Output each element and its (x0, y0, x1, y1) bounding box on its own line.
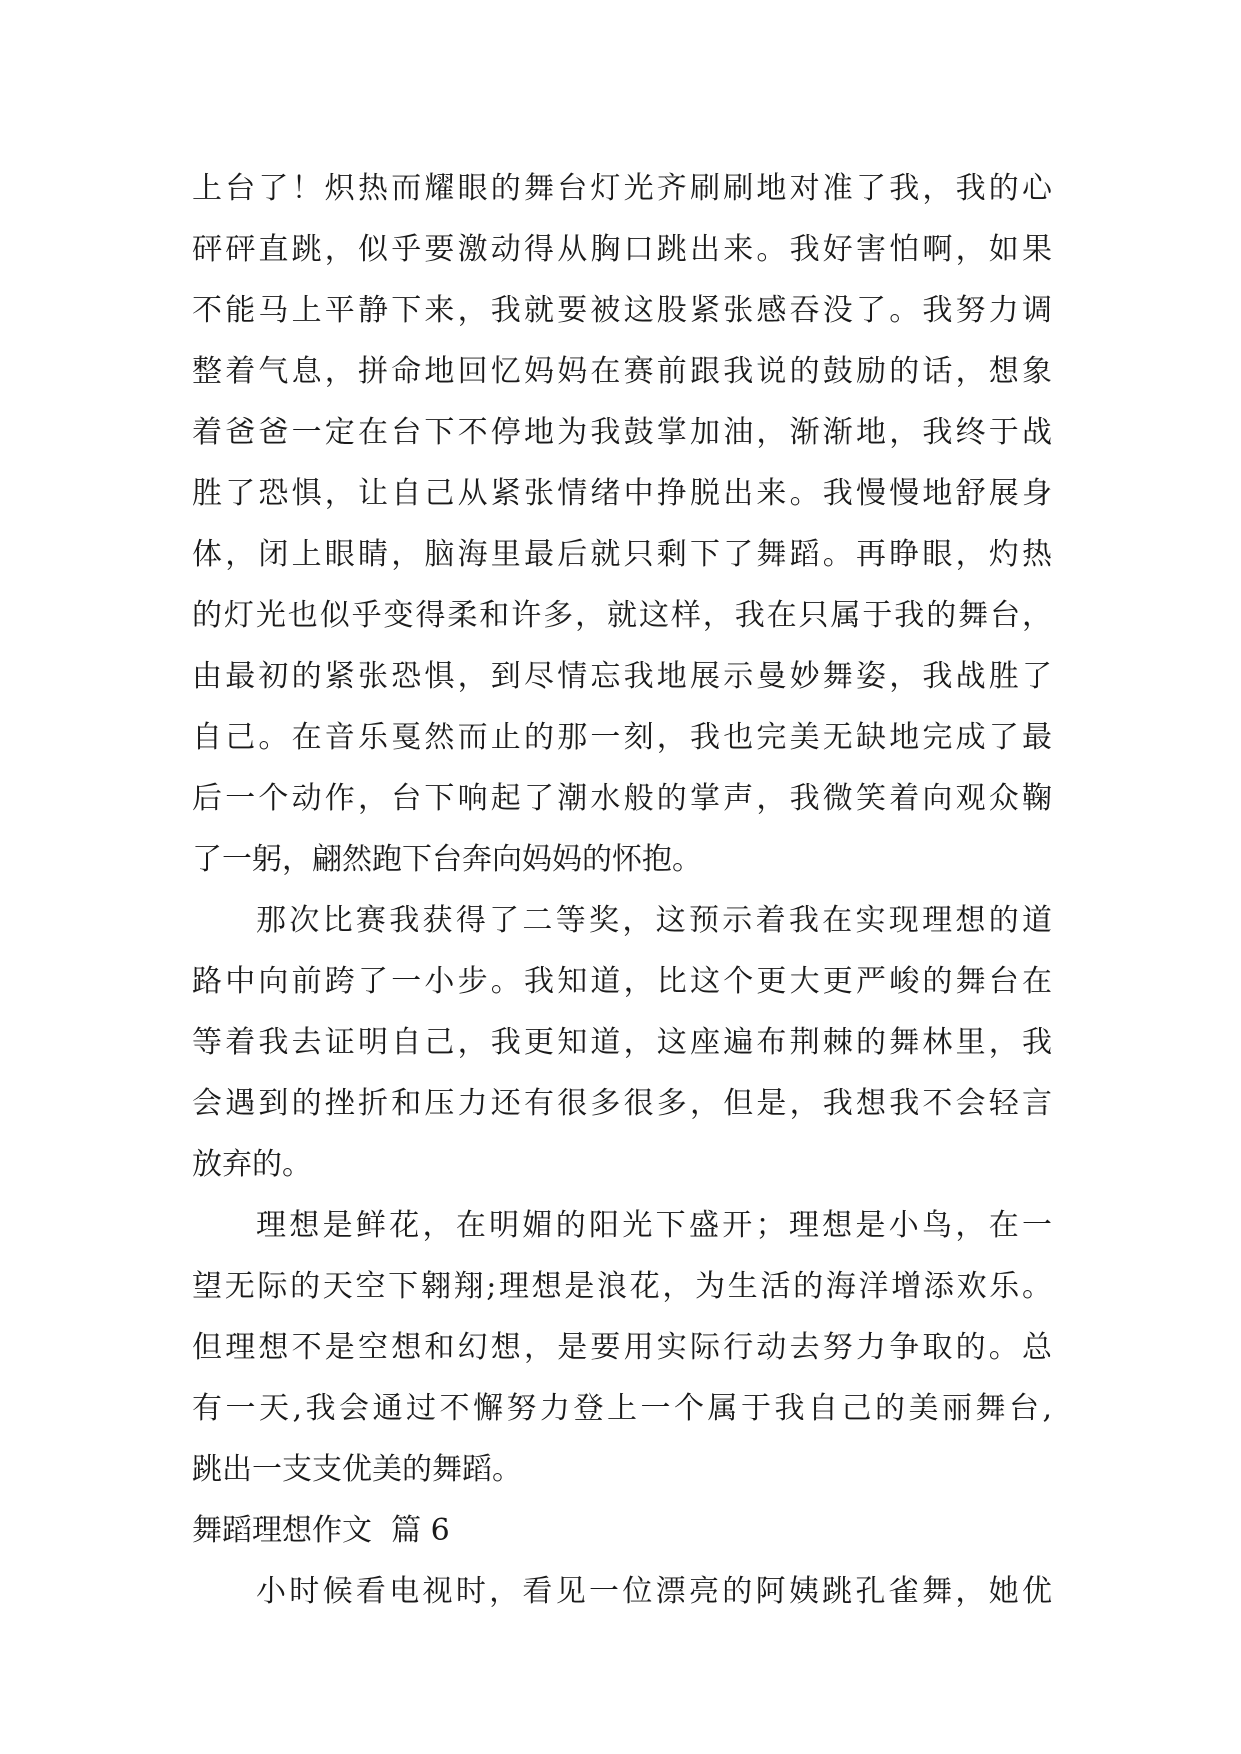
text-line: 等着我去证明自己，我更知道，这座遍布荆棘的舞林里，我 (192, 1025, 1052, 1060)
text-line: 有一天,我会通过不懈努力登上一个属于我自己的美丽舞台, (192, 1391, 1052, 1426)
text-line: 放弃的。 (192, 1147, 312, 1182)
text-line: 会遇到的挫折和压力还有很多很多，但是，我想我不会轻言 (192, 1086, 1052, 1121)
text-line: 自己。在音乐戛然而止的那一刻，我也完美无缺地完成了最 (192, 720, 1052, 755)
text-line: 砰砰直跳，似乎要激动得从胸口跳出来。我好害怕啊，如果 (192, 232, 1052, 267)
document-page (192, 158, 1052, 1622)
text-line: 由最初的紧张恐惧，到尽情忘我地展示曼妙舞姿，我战胜了 (192, 659, 1052, 694)
text-line: 整着气息，拼命地回忆妈妈在赛前跟我说的鼓励的话，想象 (192, 354, 1052, 389)
text-line: 后一个动作，台下响起了潮水般的掌声，我微笑着向观众鞠 (192, 781, 1052, 816)
paragraph (192, 1561, 1052, 1622)
paragraph (192, 158, 1052, 890)
text-line: 了一躬，翩然跑下台奔向妈妈的怀抱。 (192, 842, 702, 877)
text-line: 体，闭上眼睛，脑海里最后就只剩下了舞蹈。再睁眼，灼热 (192, 537, 1052, 572)
text-line: 着爸爸一定在台下不停地为我鼓掌加油，渐渐地，我终于战 (192, 415, 1052, 450)
text-line: 不能马上平静下来，我就要被这股紧张感吞没了。我努力调 (192, 293, 1052, 328)
text-line: 路中向前跨了一小步。我知道，比这个更大更严峻的舞台在 (192, 964, 1052, 999)
text-line: 望无际的天空下翱翔;理想是浪花，为生活的海洋增添欢乐。 (192, 1269, 1052, 1304)
paragraph (192, 890, 1052, 1195)
text-line: 小时候看电视时，看见一位漂亮的阿姨跳孔雀舞，她优 (256, 1574, 1052, 1609)
text-line: 上台了！炽热而耀眼的舞台灯光齐刷刷地对准了我，我的心 (192, 171, 1052, 206)
text-line: 但理想不是空想和幻想，是要用实际行动去努力争取的。总 (192, 1330, 1052, 1365)
text-line: 胜了恐惧，让自己从紧张情绪中挣脱出来。我慢慢地舒展身 (192, 476, 1052, 511)
text-line: 那次比赛我获得了二等奖，这预示着我在实现理想的道 (256, 903, 1052, 938)
paragraph (192, 1195, 1052, 1500)
text-line: 理想是鲜花，在明媚的阳光下盛开；理想是小鸟，在一 (256, 1208, 1052, 1243)
text-line: 的灯光也似乎变得柔和许多，就这样，我在只属于我的舞台， (192, 598, 1052, 633)
section-heading: 舞蹈理想作文 篇 6 (192, 1513, 450, 1548)
text-line: 跳出一支支优美的舞蹈。 (192, 1452, 522, 1487)
